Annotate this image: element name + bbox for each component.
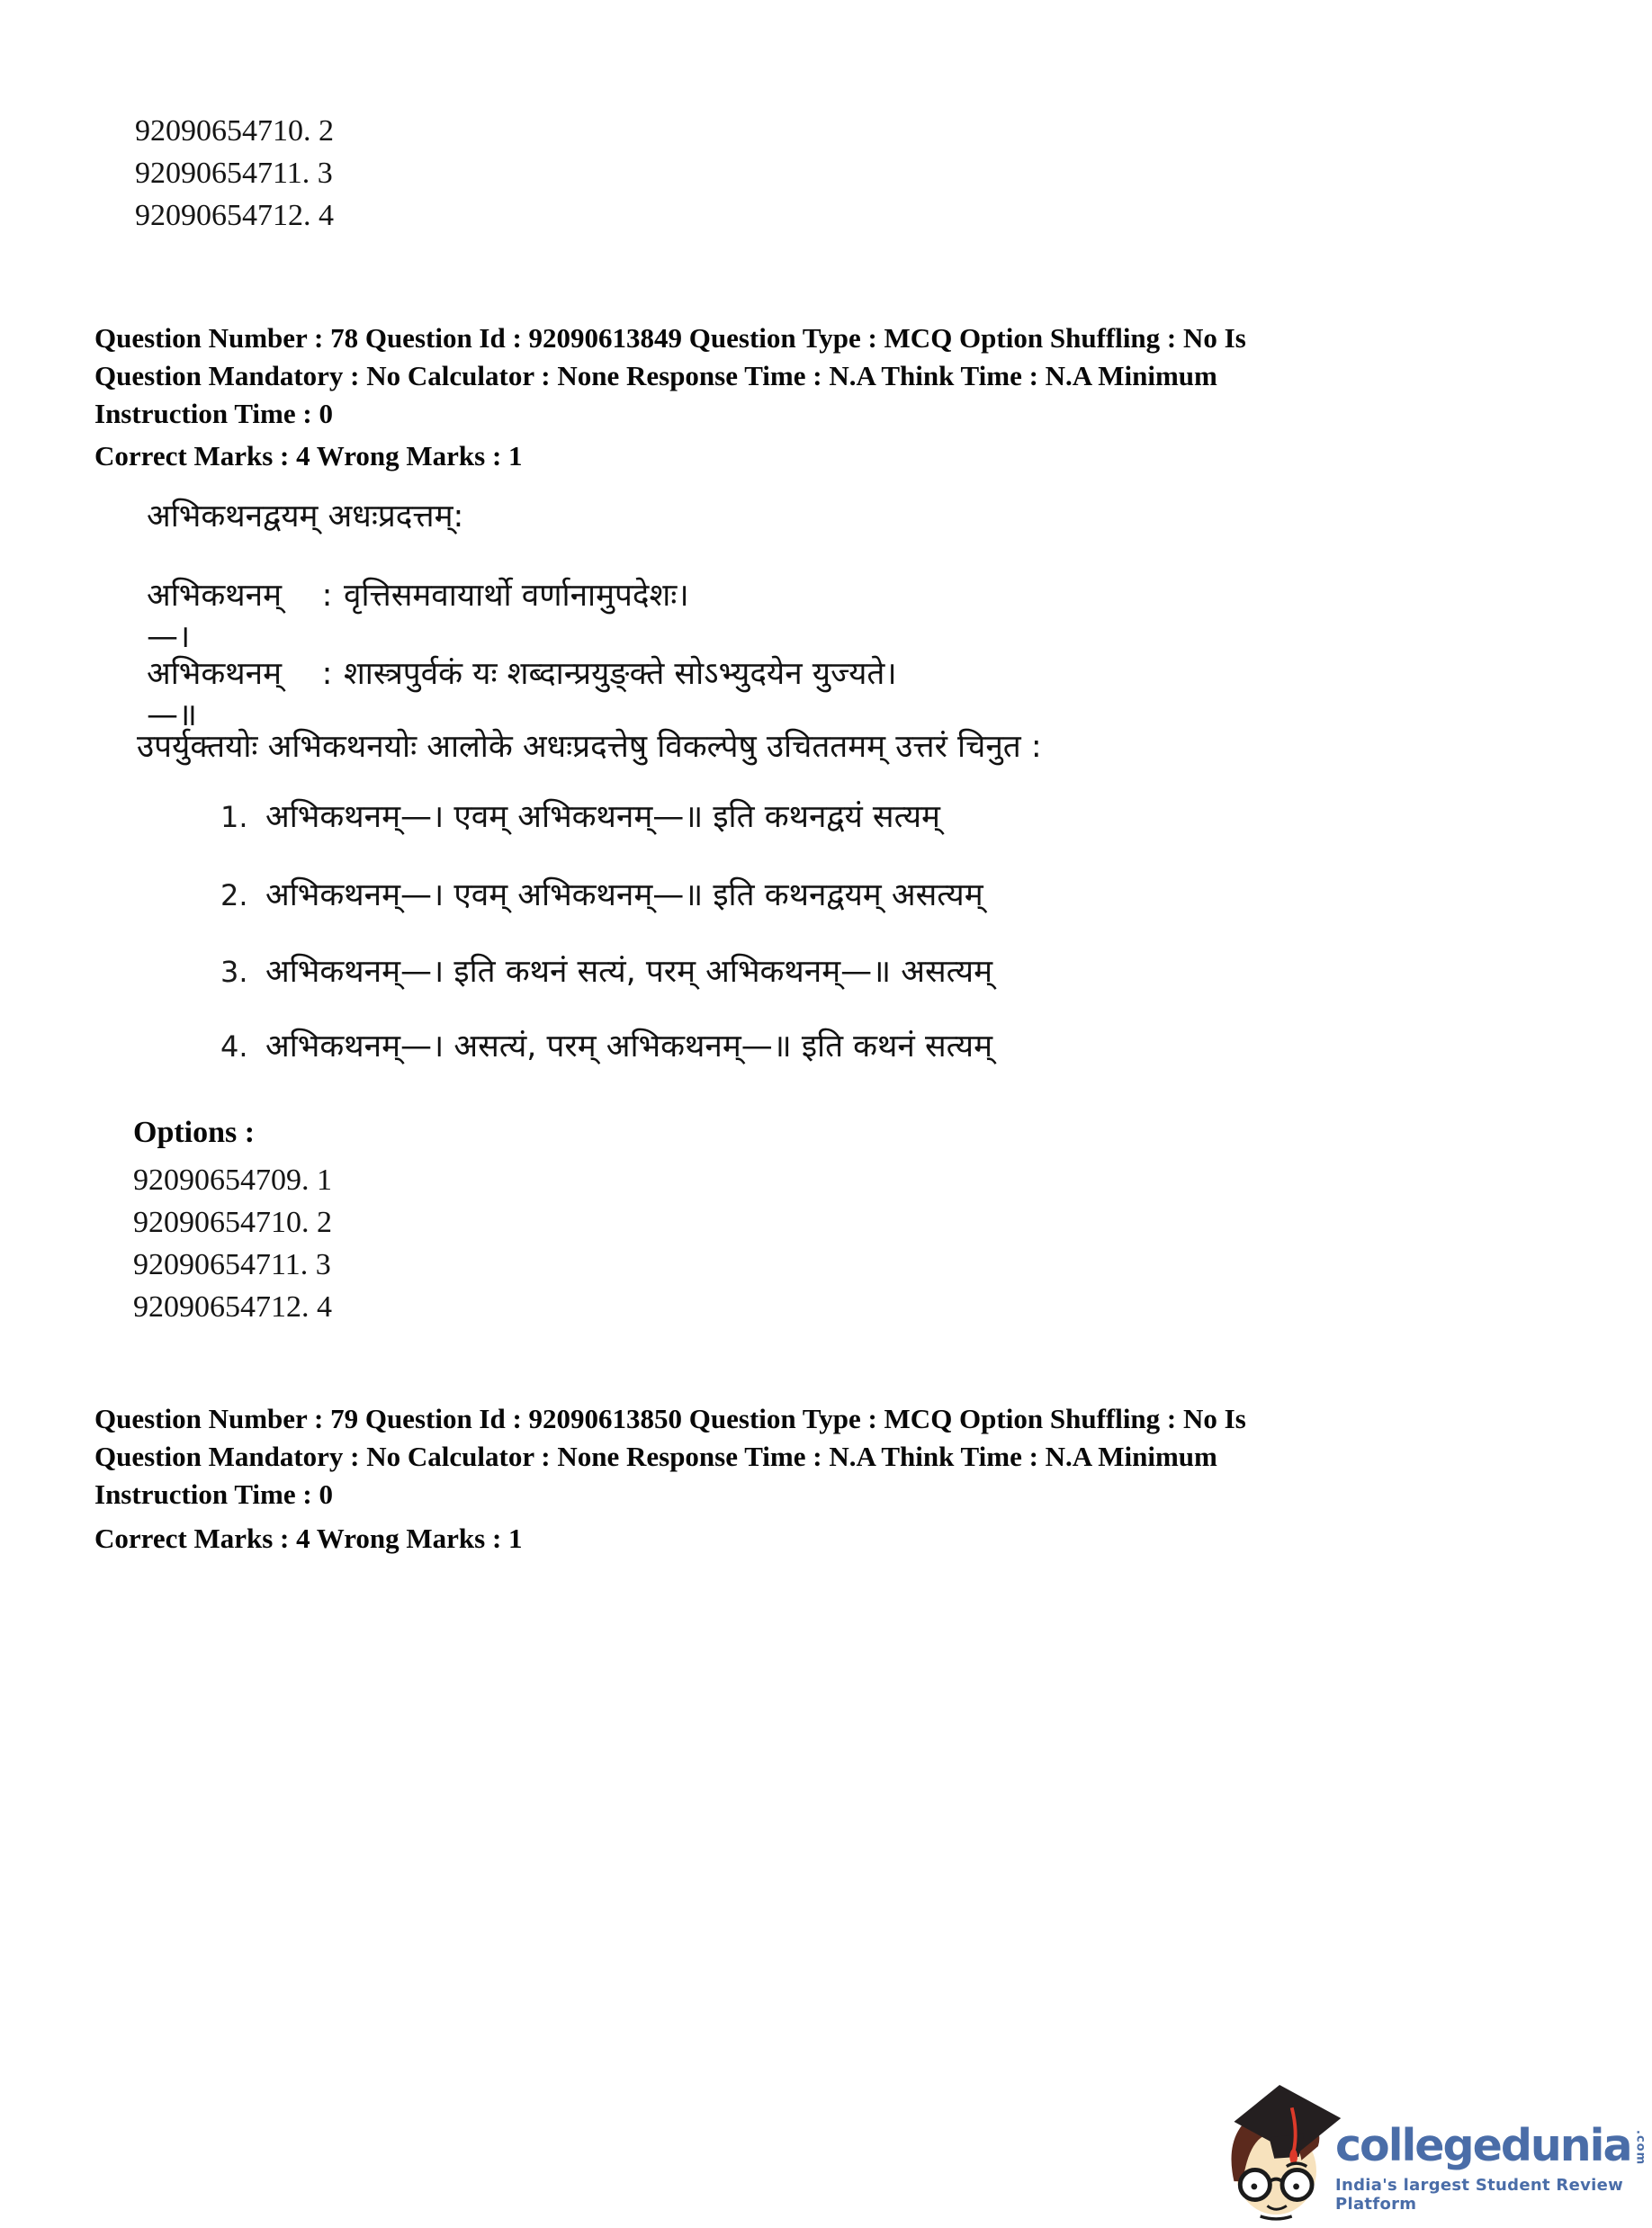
assertion-2-label: अभिकथनम्—॥ xyxy=(147,656,283,733)
assertion-1-text: वृत्तिसमवायार्थो वर्णानामुपदेशः। xyxy=(344,578,689,614)
choice-row-1 xyxy=(220,797,940,839)
option-id-line: 92090654712. 4 xyxy=(135,199,334,232)
choice-row-3 xyxy=(220,952,992,993)
assertion-1-separator: : xyxy=(321,578,333,614)
option-id-line: 92090654712. 4 xyxy=(133,1290,332,1324)
question-79-marks: Correct Marks : 4 Wrong Marks : 1 xyxy=(94,1523,523,1554)
question-78-option-ids xyxy=(133,1159,332,1328)
assertion-2-separator: : xyxy=(321,656,333,692)
question-79-metadata xyxy=(94,1400,1498,1514)
meta-line: Instruction Time : 0 xyxy=(94,1478,333,1510)
choice-row-4 xyxy=(220,1027,992,1068)
assertion-1-row xyxy=(147,576,689,658)
question-instruction-sanskrit: उपर्युक्तयोः अभिकथनयोः आलोके अधःप्रदत्तेषु विकल्पेषु उचिततमम् उत्तरं चिनुत : xyxy=(137,729,1042,765)
meta-line: Question Mandatory : No Calculator : None Response Time : N.A Think Time : N.A Minimum xyxy=(94,360,1217,391)
brand-domain-suffix: .com xyxy=(1633,2129,1648,2165)
assertion-2-row xyxy=(147,654,897,736)
brand-name: collegedunia xyxy=(1335,2119,1631,2171)
collegedunia-logo xyxy=(1217,2079,1648,2223)
assertion-2-text: शास्त्रपुर्वकं यः शब्दान्प्रयुङ्क्ते सोऽभ्युदयेन युज्यते। xyxy=(344,656,897,692)
question-78-metadata xyxy=(94,319,1498,433)
choice-4-number: 4. xyxy=(220,1029,248,1064)
choice-2-number: 2. xyxy=(220,878,248,912)
option-id-line: 92090654710. 2 xyxy=(135,114,334,148)
meta-line: Question Mandatory : No Calculator : None Response Time : N.A Think Time : N.A Minimum xyxy=(94,1441,1217,1472)
choice-1-text: अभिकथनम्—। एवम् अभिकथनम्—॥ इति कथनद्वयं सत्यम् xyxy=(265,799,940,835)
option-id-line: 92090654711. 3 xyxy=(135,157,333,190)
meta-line: Instruction Time : 0 xyxy=(94,398,333,429)
meta-line: Question Number : 78 Question Id : 92090613849 Question Type : MCQ Option Shuffling : No Is xyxy=(94,322,1246,354)
choice-2-text: अभिकथनम्—। एवम् अभिकथनम्—॥ इति कथनद्वयम् असत्यम् xyxy=(265,877,983,913)
choice-3-number: 3. xyxy=(220,955,248,989)
option-id-line: 92090654711. 3 xyxy=(133,1248,331,1281)
question-78-marks: Correct Marks : 4 Wrong Marks : 1 xyxy=(94,440,523,472)
previous-question-option-ids xyxy=(135,110,334,237)
choice-1-number: 1. xyxy=(220,800,248,834)
options-label: Options : xyxy=(133,1116,256,1149)
question-intro-sanskrit: अभिकथनद्वयम् अधःप्रदत्तम्: xyxy=(147,499,464,535)
meta-line: Question Number : 79 Question Id : 92090613850 Question Type : MCQ Option Shuffling : No Is xyxy=(94,1403,1246,1434)
choice-4-text: अभिकथनम्—। असत्यं, परम् अभिकथनम्—॥ इति कथनं सत्यम् xyxy=(265,1029,993,1065)
choice-row-2 xyxy=(220,876,983,917)
graduate-boy-mascot-icon xyxy=(1217,2080,1348,2223)
choice-3-text: अभिकथनम्—। इति कथनं सत्यं, परम् अभिकथनम्—॥ असत्यम् xyxy=(265,954,993,990)
assertion-1-label: अभिकथनम्—। xyxy=(147,578,283,655)
option-id-line: 92090654710. 2 xyxy=(133,1206,332,1239)
brand-tagline: India's largest Student Review Platform xyxy=(1335,2176,1624,2214)
option-id-line: 92090654709. 1 xyxy=(133,1163,332,1197)
